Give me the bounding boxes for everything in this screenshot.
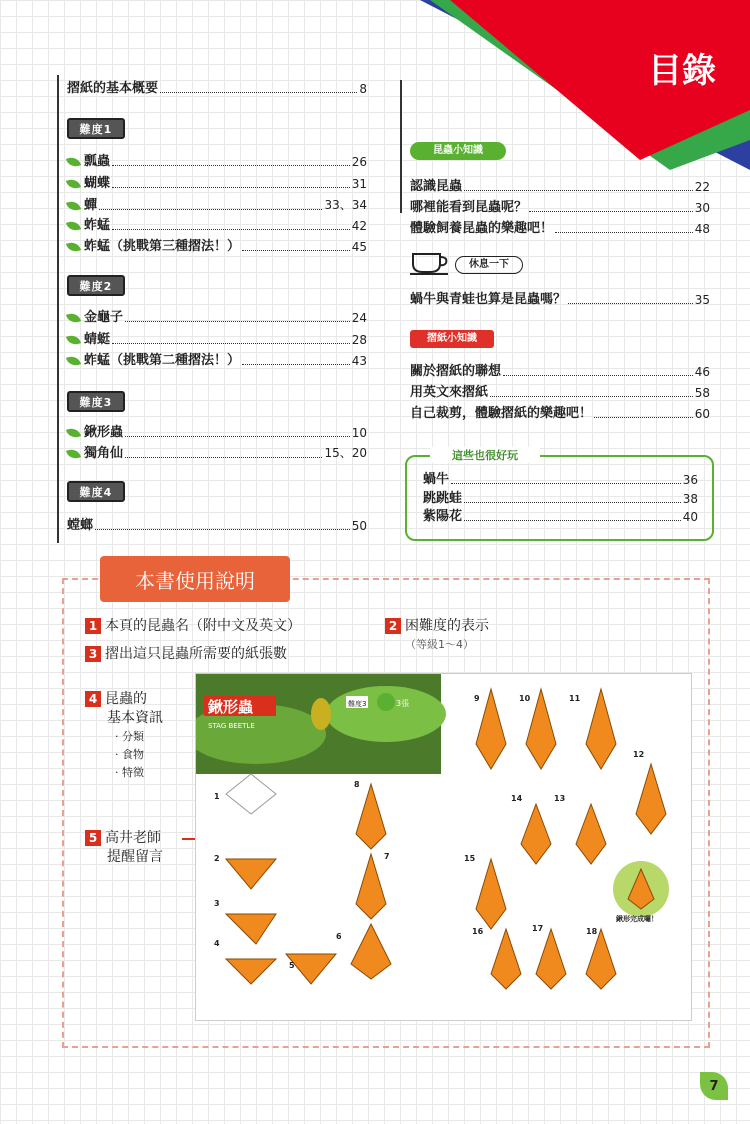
toc-entry[interactable]: 蝴蝶 31 <box>67 172 367 191</box>
leaf-icon <box>66 155 81 168</box>
info-sub: · 分類 <box>115 730 144 743</box>
toc-entry[interactable]: 用英文來摺紙 58 <box>410 385 710 400</box>
section-tag: 這些也很好玩 <box>430 447 540 463</box>
guide-item: 2 困難度的表示 <box>385 615 489 635</box>
step-number: 3 <box>214 899 220 908</box>
toc-entry[interactable]: 關於摺紙的聯想 46 <box>410 364 710 379</box>
page-number: 7 <box>700 1072 728 1100</box>
step-number: 9 <box>474 694 480 703</box>
level-tag: 難度1 <box>67 118 125 139</box>
leaf-icon <box>66 354 81 367</box>
section-tag: 摺紙小知識 <box>410 330 494 348</box>
toc-entry[interactable]: 哪裡能看到昆蟲呢？ 30 <box>410 200 710 215</box>
level-tag: 難度3 <box>67 391 125 412</box>
toc-entry[interactable]: 蝸牛 36 <box>423 472 698 487</box>
step-number: 13 <box>554 794 566 803</box>
toc-entry[interactable]: 蚱蜢（挑戰第二種摺法！） 43 <box>67 349 367 368</box>
toc-entry[interactable]: 體驗飼養昆蟲的樂趣吧！ 48 <box>410 221 710 236</box>
leaf-icon <box>66 311 81 324</box>
toc-entry[interactable]: 認識昆蟲 22 <box>410 179 710 194</box>
sample-sheets: 3張 <box>396 699 410 708</box>
toc-entry[interactable]: 蟬 33、34 <box>67 194 367 213</box>
step-number: 11 <box>569 694 581 703</box>
toc-entry[interactable]: 蜻蜓 28 <box>67 328 367 347</box>
leaf-icon <box>66 426 81 439</box>
level-note: （等級1～4） <box>405 638 474 651</box>
level-tag: 難度4 <box>67 481 125 502</box>
guide-item-line2: 提醒留言 <box>107 849 163 865</box>
step-number: 18 <box>586 927 598 936</box>
left-divider <box>57 75 59 543</box>
guide-item: 1 本頁的昆蟲名（附中文及英文） <box>85 615 301 635</box>
step-number: 14 <box>511 794 523 803</box>
toc-entry[interactable]: 瓢蟲 26 <box>67 150 367 169</box>
guide-item: 3 摺出這只昆蟲所需要的紙張數 <box>85 643 287 663</box>
section-tag: 昆蟲小知識 <box>410 142 506 160</box>
leaf-icon <box>66 447 81 460</box>
step-number: 15 <box>464 854 476 863</box>
guide-item: 4 昆蟲的 <box>85 688 147 708</box>
toc-entry[interactable]: 摺紙的基本概要 8 <box>67 81 367 96</box>
step-number: 5 <box>289 961 295 970</box>
section-tag: 休息一下 <box>455 256 523 274</box>
toc-entry[interactable]: 蝸牛與青蛙也算是昆蟲嗎？ 35 <box>410 292 710 307</box>
toc-entry[interactable]: 螳螂 50 <box>67 518 367 533</box>
guide-title: 本書使用說明 <box>100 556 290 602</box>
step-number: 4 <box>214 939 220 948</box>
sample-difficulty: 難度3 <box>348 700 367 708</box>
step-number: 2 <box>214 854 220 863</box>
cup-icon <box>410 248 450 276</box>
info-sub: · 食物 <box>115 748 144 761</box>
level-tag: 難度2 <box>67 275 125 296</box>
step-number: 17 <box>532 924 544 933</box>
finish-label: 鍬形完成囉！ <box>616 915 658 923</box>
toc-entry[interactable]: 蚱蜢（挑戰第三種摺法！） 45 <box>67 235 367 254</box>
leaf-icon <box>66 240 81 253</box>
guide-item: 5 高井老師 <box>85 827 161 847</box>
right-divider-top <box>400 80 402 213</box>
step-number: 16 <box>472 927 484 936</box>
leaf-icon <box>66 219 81 232</box>
step-number: 6 <box>336 932 342 941</box>
toc-entry[interactable]: 蚱蜢 42 <box>67 214 367 233</box>
info-sub: · 特徵 <box>115 766 144 779</box>
sample-page <box>195 673 692 1021</box>
toc-entry[interactable]: 跳跳蛙 38 <box>423 491 698 506</box>
step-number: 7 <box>384 852 390 861</box>
step-number: 8 <box>354 780 360 789</box>
guide-item-line2: 基本資訊 <box>107 710 163 726</box>
step-number: 12 <box>633 750 645 759</box>
toc-entry[interactable]: 自己裁剪，體驗摺紙的樂趣吧！ 60 <box>410 406 710 421</box>
sample-title: 鍬形蟲 <box>208 698 254 716</box>
sample-subtitle: STAG BEETLE <box>208 722 255 730</box>
leaf-icon <box>66 177 81 190</box>
toc-entry[interactable]: 鍬形蟲 10 <box>67 421 367 440</box>
leaf-icon <box>66 333 81 346</box>
sample-illustration <box>196 674 691 1020</box>
toc-entry[interactable]: 紫陽花 40 <box>423 509 698 524</box>
toc-title: 目錄 <box>648 51 716 91</box>
toc-entry[interactable]: 獨角仙 15、20 <box>67 442 367 461</box>
step-number: 10 <box>519 694 531 703</box>
toc-entry[interactable]: 金龜子 24 <box>67 306 367 325</box>
step-number: 1 <box>214 792 220 801</box>
leaf-icon <box>66 199 81 212</box>
